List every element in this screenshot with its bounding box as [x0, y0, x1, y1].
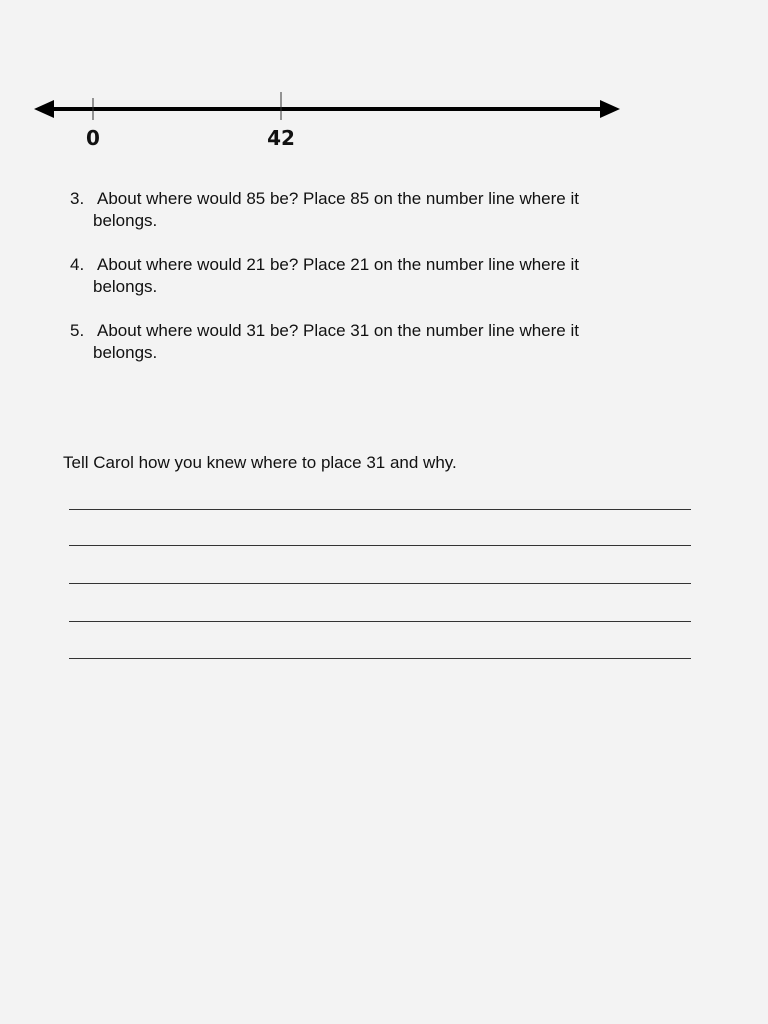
- answer-line[interactable]: [69, 545, 691, 546]
- writing-prompt: Tell Carol how you knew where to place 31 and why.: [63, 453, 457, 472]
- question-number: 4.: [70, 255, 85, 274]
- question-text-continued: belongs.: [93, 211, 158, 230]
- question-number: 5.: [70, 321, 85, 340]
- answer-line[interactable]: [69, 658, 691, 659]
- answer-line[interactable]: [69, 509, 691, 510]
- question-4: [70, 254, 640, 298]
- question-text: About where would 21 be? Place 21 on the number line where it: [97, 255, 579, 274]
- answer-line[interactable]: [69, 583, 691, 584]
- tick-label-42: 42: [267, 126, 295, 150]
- question-text-continued: belongs.: [93, 277, 158, 296]
- question-3: [70, 188, 640, 232]
- question-text-continued: belongs.: [93, 343, 158, 362]
- question-text: About where would 85 be? Place 85 on the number line where it: [97, 189, 579, 208]
- tick-label-0: 0: [86, 126, 100, 150]
- number-line: [30, 90, 630, 130]
- answer-line[interactable]: [69, 621, 691, 622]
- question-text: About where would 31 be? Place 31 on the number line where it: [97, 321, 579, 340]
- right-arrow-icon: [600, 100, 620, 118]
- question-5: [70, 320, 640, 364]
- question-number: 3.: [70, 189, 85, 208]
- left-arrow-icon: [34, 100, 54, 118]
